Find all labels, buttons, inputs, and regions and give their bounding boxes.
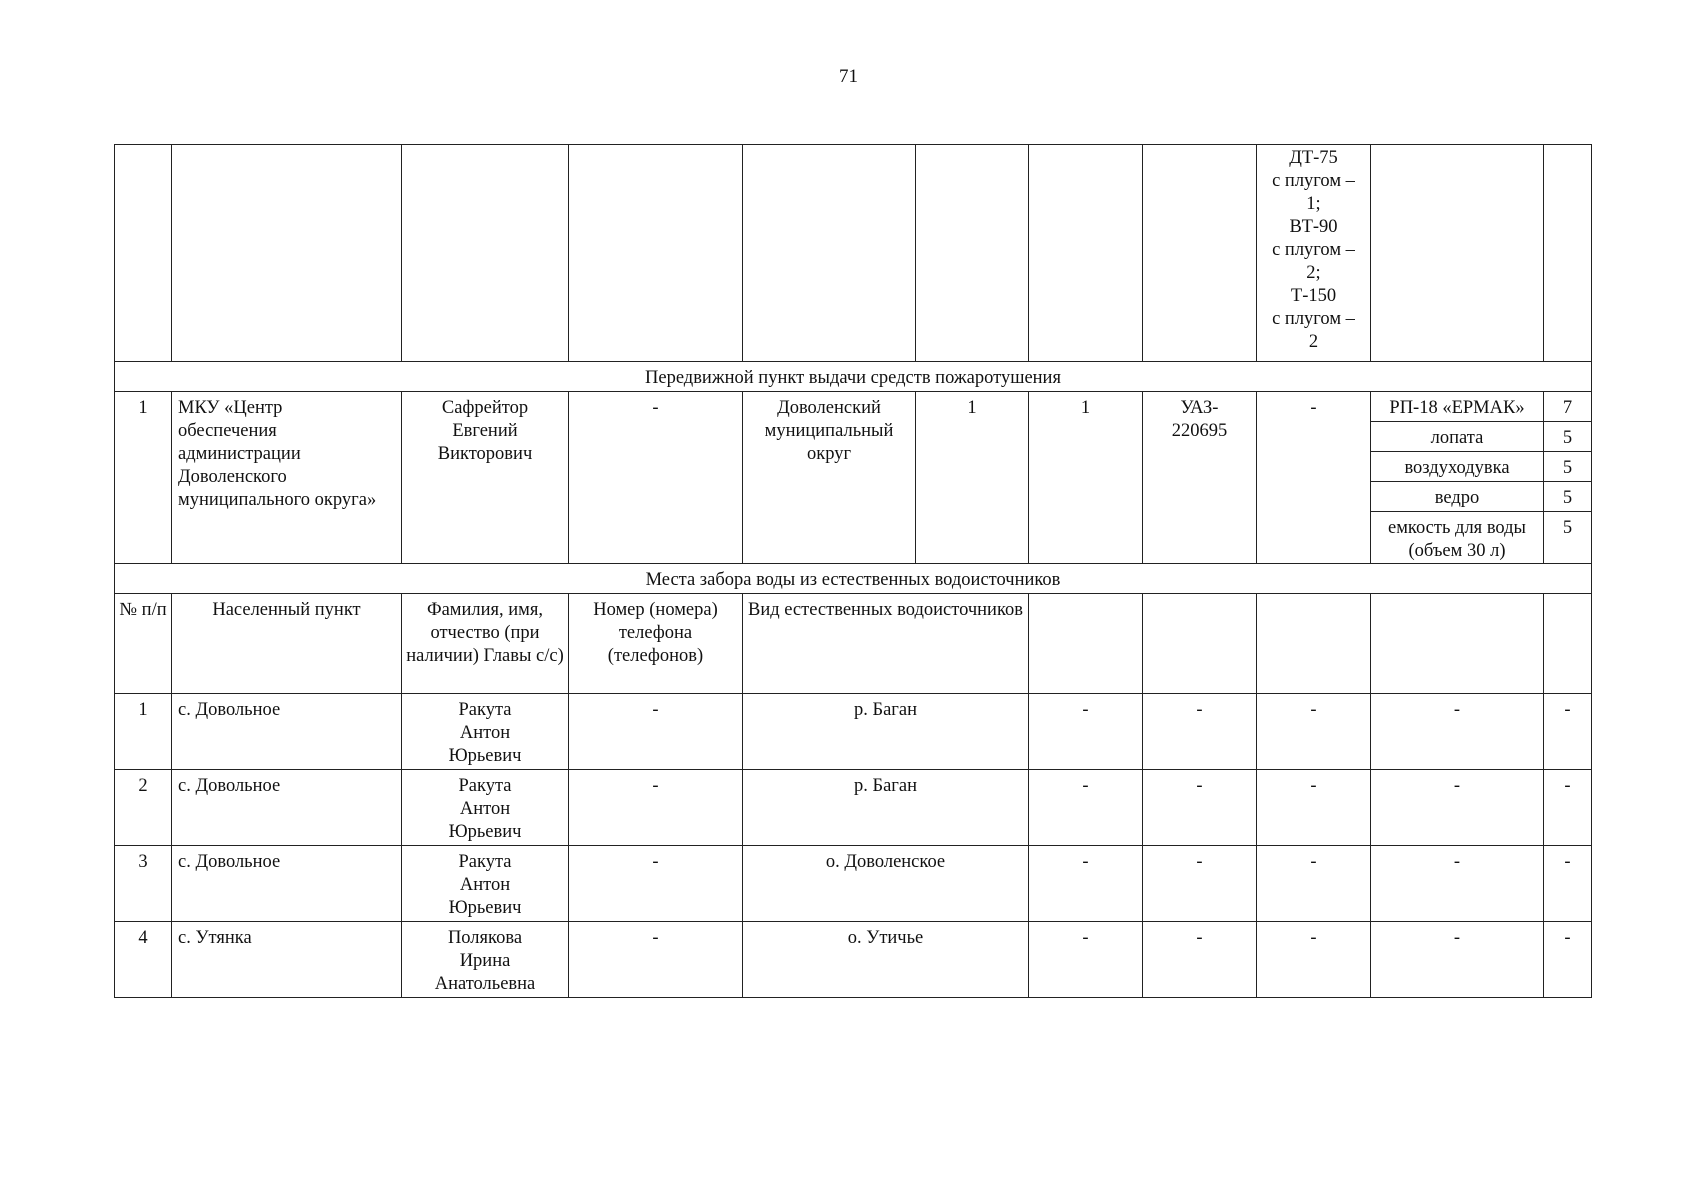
empty-cell	[1143, 145, 1257, 362]
empty-cell	[1371, 145, 1544, 362]
head-name-line: Юрьевич	[448, 822, 522, 842]
org-line: МКУ «Центр	[178, 398, 283, 418]
row-number: 3	[115, 846, 172, 922]
machinery-cell: -	[1257, 392, 1371, 564]
head-name-cell	[402, 770, 569, 846]
equipment-qty: 7	[1544, 392, 1592, 422]
header-water-source: Вид естественных водоисточников	[743, 594, 1029, 694]
section-title: Места забора воды из естественных водоисточников	[115, 564, 1592, 594]
dash-cell: -	[1257, 694, 1371, 770]
row-number: 4	[115, 922, 172, 998]
header-head-name: Фамилия, имя, отчество (при наличии) Главы с/с)	[402, 594, 569, 694]
row-number: 1	[115, 694, 172, 770]
header-phone: Номер (номера) телефона (телефонов)	[569, 594, 743, 694]
vehicle-cell	[1143, 392, 1257, 564]
table-row	[115, 770, 1592, 846]
dash-cell: -	[1029, 922, 1143, 998]
machinery-cell	[1257, 145, 1371, 362]
empty-cell	[1371, 594, 1544, 694]
phone-cell: -	[569, 846, 743, 922]
equipment-qty: 5	[1544, 422, 1592, 452]
equipment-name: емкость для воды (объем 30 л)	[1371, 512, 1544, 564]
phone-cell: -	[569, 694, 743, 770]
mobile-point-row	[115, 392, 1592, 422]
dash-cell: -	[1257, 846, 1371, 922]
person-line: Евгений	[452, 421, 518, 441]
count-cell: 1	[1029, 392, 1143, 564]
dash-cell: -	[1371, 694, 1544, 770]
empty-cell	[1029, 594, 1143, 694]
equipment-name: ведро	[1371, 482, 1544, 512]
machinery-line: 2	[1308, 332, 1319, 352]
empty-cell	[743, 145, 916, 362]
vehicle-line: УАЗ-	[1180, 398, 1219, 418]
org-line: муниципального округа»	[178, 490, 377, 510]
header-settlement: Населенный пункт	[172, 594, 402, 694]
head-name-cell	[402, 922, 569, 998]
column-header-row	[115, 594, 1592, 694]
dash-cell: -	[1257, 770, 1371, 846]
empty-cell	[115, 145, 172, 362]
row-number: 2	[115, 770, 172, 846]
header-number: № п/п	[115, 594, 172, 694]
dash-cell: -	[1029, 846, 1143, 922]
dash-cell: -	[1371, 770, 1544, 846]
responsible-person-cell	[402, 392, 569, 564]
head-name-line: Ракута	[458, 852, 512, 872]
dash-cell: -	[1143, 846, 1257, 922]
dash-cell: -	[1143, 922, 1257, 998]
organization-cell	[172, 392, 402, 564]
dash-cell: -	[1544, 846, 1592, 922]
equipment-name: РП-18 «ЕРМАК»	[1371, 392, 1544, 422]
row-number: 1	[115, 392, 172, 564]
dash-cell: -	[1029, 694, 1143, 770]
settlement-cell: с. Довольное	[172, 694, 402, 770]
head-name-cell	[402, 694, 569, 770]
org-line: администрации	[178, 444, 301, 464]
section-header-water-sources	[115, 564, 1592, 594]
dash-cell: -	[1257, 922, 1371, 998]
machinery-line: с плугом –	[1272, 309, 1355, 329]
equipment-name: лопата	[1371, 422, 1544, 452]
equipment-qty: 5	[1544, 482, 1592, 512]
territory-line: округ	[806, 444, 852, 464]
head-name-line: Ирина	[459, 951, 511, 971]
territory-cell	[743, 392, 916, 564]
machinery-line: ВТ-90	[1289, 217, 1338, 237]
dash-cell: -	[1143, 770, 1257, 846]
table-row	[115, 846, 1592, 922]
settlement-cell: с. Довольное	[172, 770, 402, 846]
person-line: Сафрейтор	[441, 398, 529, 418]
head-name-line: Ракута	[458, 700, 512, 720]
empty-cell	[1143, 594, 1257, 694]
section-title: Передвижной пункт выдачи средств пожаротушения	[115, 362, 1592, 392]
org-line: Доволенского	[178, 467, 287, 487]
machinery-line: 2;	[1306, 263, 1321, 283]
head-name-line: Полякова	[447, 928, 523, 948]
continuation-row	[115, 145, 1592, 362]
resources-table	[114, 144, 1592, 998]
water-source-cell: о. Доволенское	[743, 846, 1029, 922]
dash-cell: -	[1544, 922, 1592, 998]
machinery-line: Т-150	[1290, 286, 1337, 306]
territory-line: Доволенский	[777, 398, 881, 418]
head-name-line: Юрьевич	[448, 898, 522, 918]
phone-cell: -	[569, 770, 743, 846]
machinery-line: с плугом –	[1272, 240, 1355, 260]
org-line: обеспечения	[178, 421, 277, 441]
equipment-name: воздуходувка	[1371, 452, 1544, 482]
empty-cell	[1544, 594, 1592, 694]
head-name-line: Антон	[459, 875, 511, 895]
section-header-mobile-point	[115, 362, 1592, 392]
vehicle-line: 220695	[1171, 421, 1228, 441]
dash-cell: -	[1544, 694, 1592, 770]
dash-cell: -	[1029, 770, 1143, 846]
water-source-cell: о. Утичье	[743, 922, 1029, 998]
empty-cell	[569, 145, 743, 362]
dash-cell: -	[1544, 770, 1592, 846]
phone-cell: -	[569, 392, 743, 564]
table-row	[115, 922, 1592, 998]
empty-cell	[1544, 145, 1592, 362]
water-source-cell: р. Баган	[743, 770, 1029, 846]
head-name-line: Антон	[459, 799, 511, 819]
phone-cell: -	[569, 922, 743, 998]
dash-cell: -	[1371, 846, 1544, 922]
head-name-cell	[402, 846, 569, 922]
equipment-qty: 5	[1544, 512, 1592, 564]
machinery-line: с плугом –	[1272, 171, 1355, 191]
empty-cell	[1257, 594, 1371, 694]
empty-cell	[1029, 145, 1143, 362]
water-source-cell: р. Баган	[743, 694, 1029, 770]
head-name-line: Анатольевна	[434, 974, 536, 994]
machinery-line: 1;	[1306, 194, 1321, 214]
dash-cell: -	[1143, 694, 1257, 770]
head-name-line: Ракута	[458, 776, 512, 796]
settlement-cell: с. Утянка	[172, 922, 402, 998]
settlement-cell: с. Довольное	[172, 846, 402, 922]
dash-cell: -	[1371, 922, 1544, 998]
head-name-line: Юрьевич	[448, 746, 522, 766]
empty-cell	[916, 145, 1029, 362]
page-number: 71	[839, 66, 858, 87]
count-cell: 1	[916, 392, 1029, 564]
territory-line: муниципальный	[764, 421, 894, 441]
machinery-line: ДТ-75	[1289, 148, 1338, 168]
equipment-qty: 5	[1544, 452, 1592, 482]
head-name-line: Антон	[459, 723, 511, 743]
empty-cell	[172, 145, 402, 362]
person-line: Викторович	[437, 444, 533, 464]
empty-cell	[402, 145, 569, 362]
table-row	[115, 694, 1592, 770]
